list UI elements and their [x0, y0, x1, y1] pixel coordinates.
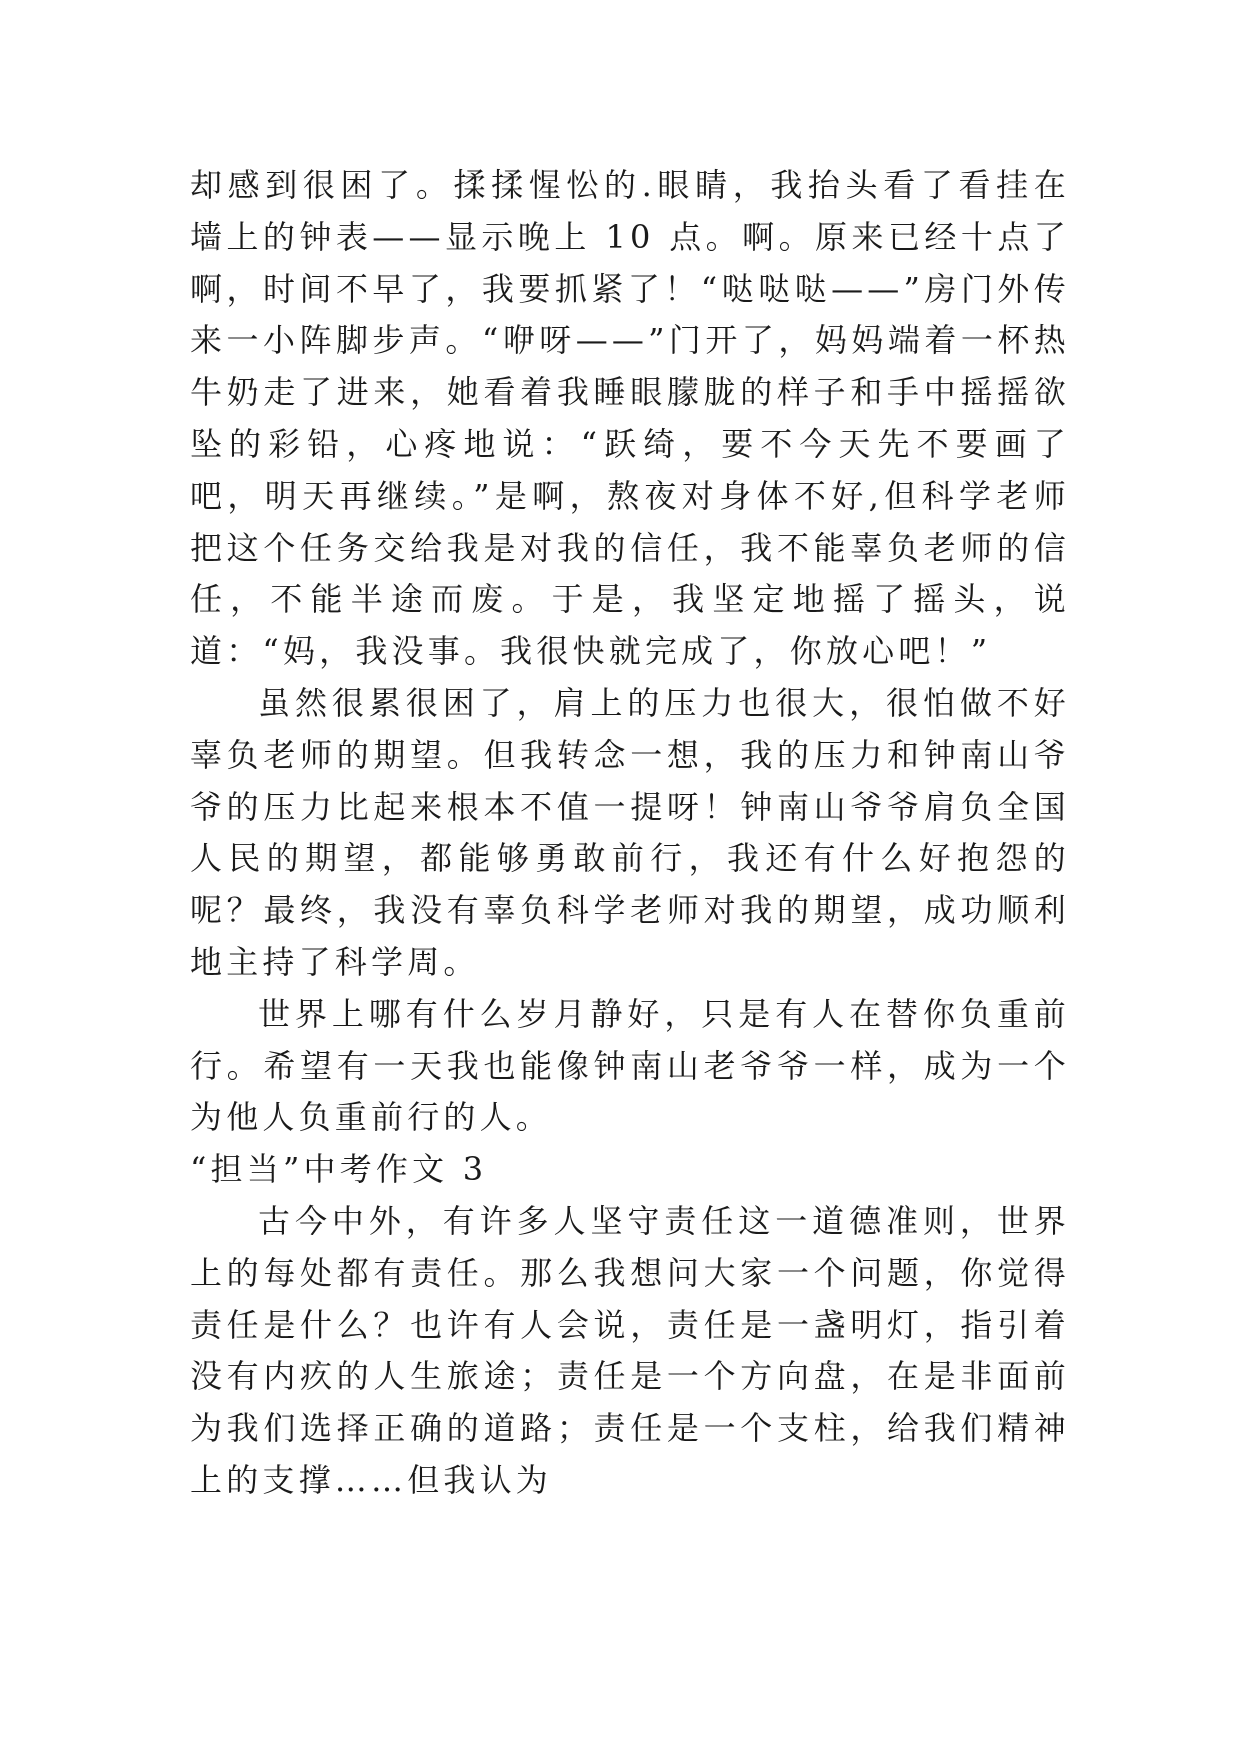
paragraph-4: 古今中外，有许多人坚守责任这一道德准则，世界上的每处都有责任。那么我想问大家一个问题，你觉得责任是什么？也许有人会说，责任是一盏明灯，指引着没有内疚的人生旅途；责任是一个方向盘，在是非面前为我们选择正确的道路；责任是一个支柱，给我们精神上的支撑……但我认为	[190, 1201, 1070, 1499]
paragraph-3: 世界上哪有什么岁月静好，只是有人在替你负重前行。希望有一天我也能像钟南山老爷爷一样，成为一个为他人负重前行的人。	[190, 994, 1070, 1137]
paragraph-2: 虽然很累很困了，肩上的压力也很大，很怕做不好辜负老师的期望。但我转念一想，我的压力和钟南山爷爷的压力比起来根本不值一提呀！钟南山爷爷肩负全国人民的期望，都能够勇敢前行，我还有什么好抱怨的呢？最终，我没有辜负科学老师对我的期望，成功顺利地主持了科学周。	[190, 683, 1070, 981]
document-page	[190, 160, 1070, 1507]
section-heading: “担当”中考作文 3	[190, 1150, 488, 1189]
paragraph-1: 却感到很困了。揉揉惺忪的.眼睛，我抬头看了看挂在墙上的钟表——显示晚上 10 点。啊。原来已经十点了啊，时间不早了，我要抓紧了！“哒哒哒——”房门外传来一小阵脚步声。“咿呀——”门开了，妈妈端着一杯热牛奶走了进来，她看着我睡眼朦胧的样子和手中摇摇欲坠的彩铅，心疼地说：“跃绮，要不今天先不要画了吧，明天再继续。”是啊，熬夜对身体不好,但科学老师把这个任务交给我是对我的信任，我不能辜负老师的信任，不能半途而废。于是，我坚定地摇了摇头，说道：“妈，我没事。我很快就完成了，你放心吧！”	[190, 166, 1070, 671]
